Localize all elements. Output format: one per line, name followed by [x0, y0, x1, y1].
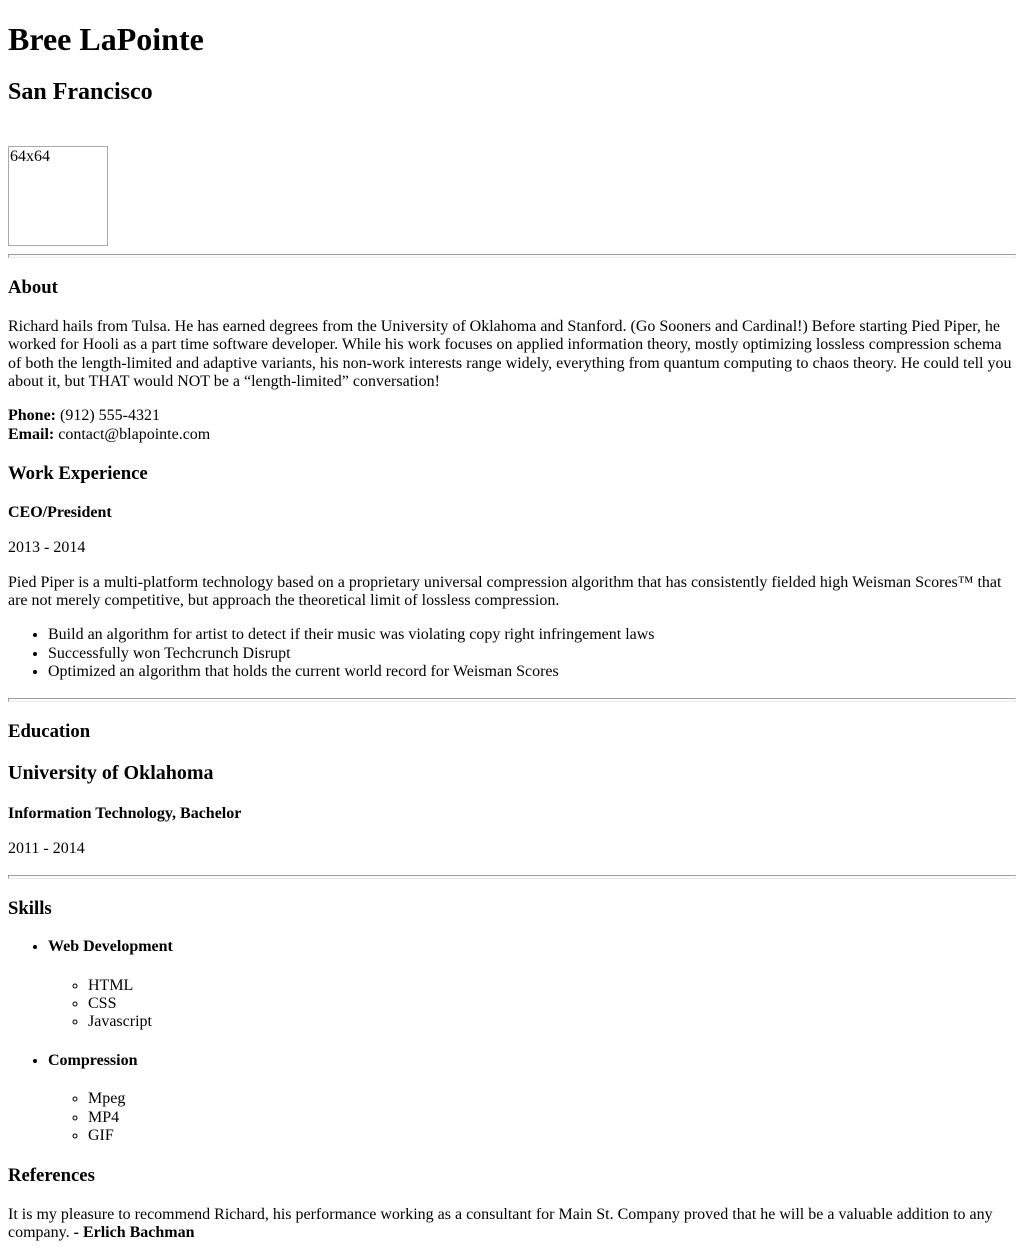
job-title: CEO/President [8, 503, 112, 521]
skills-list [8, 938, 1016, 1145]
email-value: contact@blapointe.com [58, 425, 211, 443]
degree-name: Information Technology, Bachelor [8, 805, 242, 823]
references-heading: References [8, 1165, 95, 1187]
references-section [8, 1165, 1016, 1242]
skill-item: ◦ GIF [88, 1127, 1016, 1145]
reference-text: It is my pleasure to recommend Richard, his performance working as a consultant for Main St. Company proved that he will be a valuable addition to any company. [8, 1205, 993, 1242]
skill-group-name: • Web Development [48, 938, 173, 956]
reference-attribution: - Erlich Bachman [73, 1224, 195, 1242]
phone-label: Phone: [8, 407, 56, 425]
work-experience-heading: Work Experience [8, 463, 148, 485]
section-divider [8, 254, 1016, 258]
skill-item: ◦ HTML [88, 977, 1016, 995]
job-dates: 2013 - 2014 [8, 539, 86, 557]
email-label: Email: [8, 425, 55, 443]
work-experience-section [8, 463, 1016, 681]
skill-group-name: • Compression [48, 1051, 138, 1069]
skills-section [8, 898, 1016, 1146]
skills-heading: Skills [8, 897, 52, 919]
about-section [8, 277, 1016, 444]
about-summary: Richard hails from Tulsa. He has earned degrees from the University of Oklahoma and Stanford. (Go Sooners and Cardinal!) Before starting Pied Piper, he worked for Hooli as a part time software developer. While his work focuses on applied information theory, mostly optimizing lossless compression schema of both the length-limited and adaptive variants, his non-work interests range widely, everything from quantum computing to chaos theory. He could tell you about it, but THAT would NOT be a “length-limited” conversation! [8, 317, 1012, 391]
phone-value: (912) 555-4321 [60, 407, 160, 425]
school-name: University of Oklahoma [8, 762, 214, 785]
job-summary: Pied Piper is a multi-platform technology based on a proprietary universal compression algorithm that has consistently fielded high Weisman Scores™ that are not merely competitive, but approach the theoretical limit of lossless compression. [8, 573, 1002, 609]
about-heading: About [8, 277, 58, 299]
skill-items-list [48, 977, 1016, 1032]
avatar-broken-image: 64x64 [8, 146, 108, 246]
education-section [8, 721, 1016, 859]
page-title: Bree LaPointe [8, 21, 204, 57]
skill-items-list [48, 1090, 1016, 1145]
skill-group [48, 938, 1016, 1032]
skill-item: ◦ Javascript [88, 1013, 1016, 1031]
skill-item: ◦ Mpeg [88, 1090, 1016, 1108]
section-divider [8, 875, 1016, 879]
reference-quote [8, 1206, 1016, 1243]
skill-item: ◦ MP4 [88, 1109, 1016, 1127]
job-highlight: • Optimized an algorithm that holds the current world record for Weisman Scores [48, 663, 1016, 681]
resume-document [8, 21, 1016, 1243]
job-highlight: • Build an algorithm for artist to detect if their music was violating copy right infringement laws [48, 626, 1016, 644]
education-dates: 2011 - 2014 [8, 840, 85, 858]
skill-item: ◦ CSS [88, 995, 1016, 1013]
avatar [8, 146, 1016, 246]
section-divider [8, 698, 1016, 702]
job-highlights-list [8, 626, 1016, 681]
skill-group [48, 1052, 1016, 1146]
education-heading: Education [8, 720, 91, 742]
job-highlight: • Successfully won Techcrunch Disrupt [48, 645, 1016, 663]
location-subtitle: San Francisco [8, 78, 153, 105]
contact-info [8, 407, 1016, 444]
